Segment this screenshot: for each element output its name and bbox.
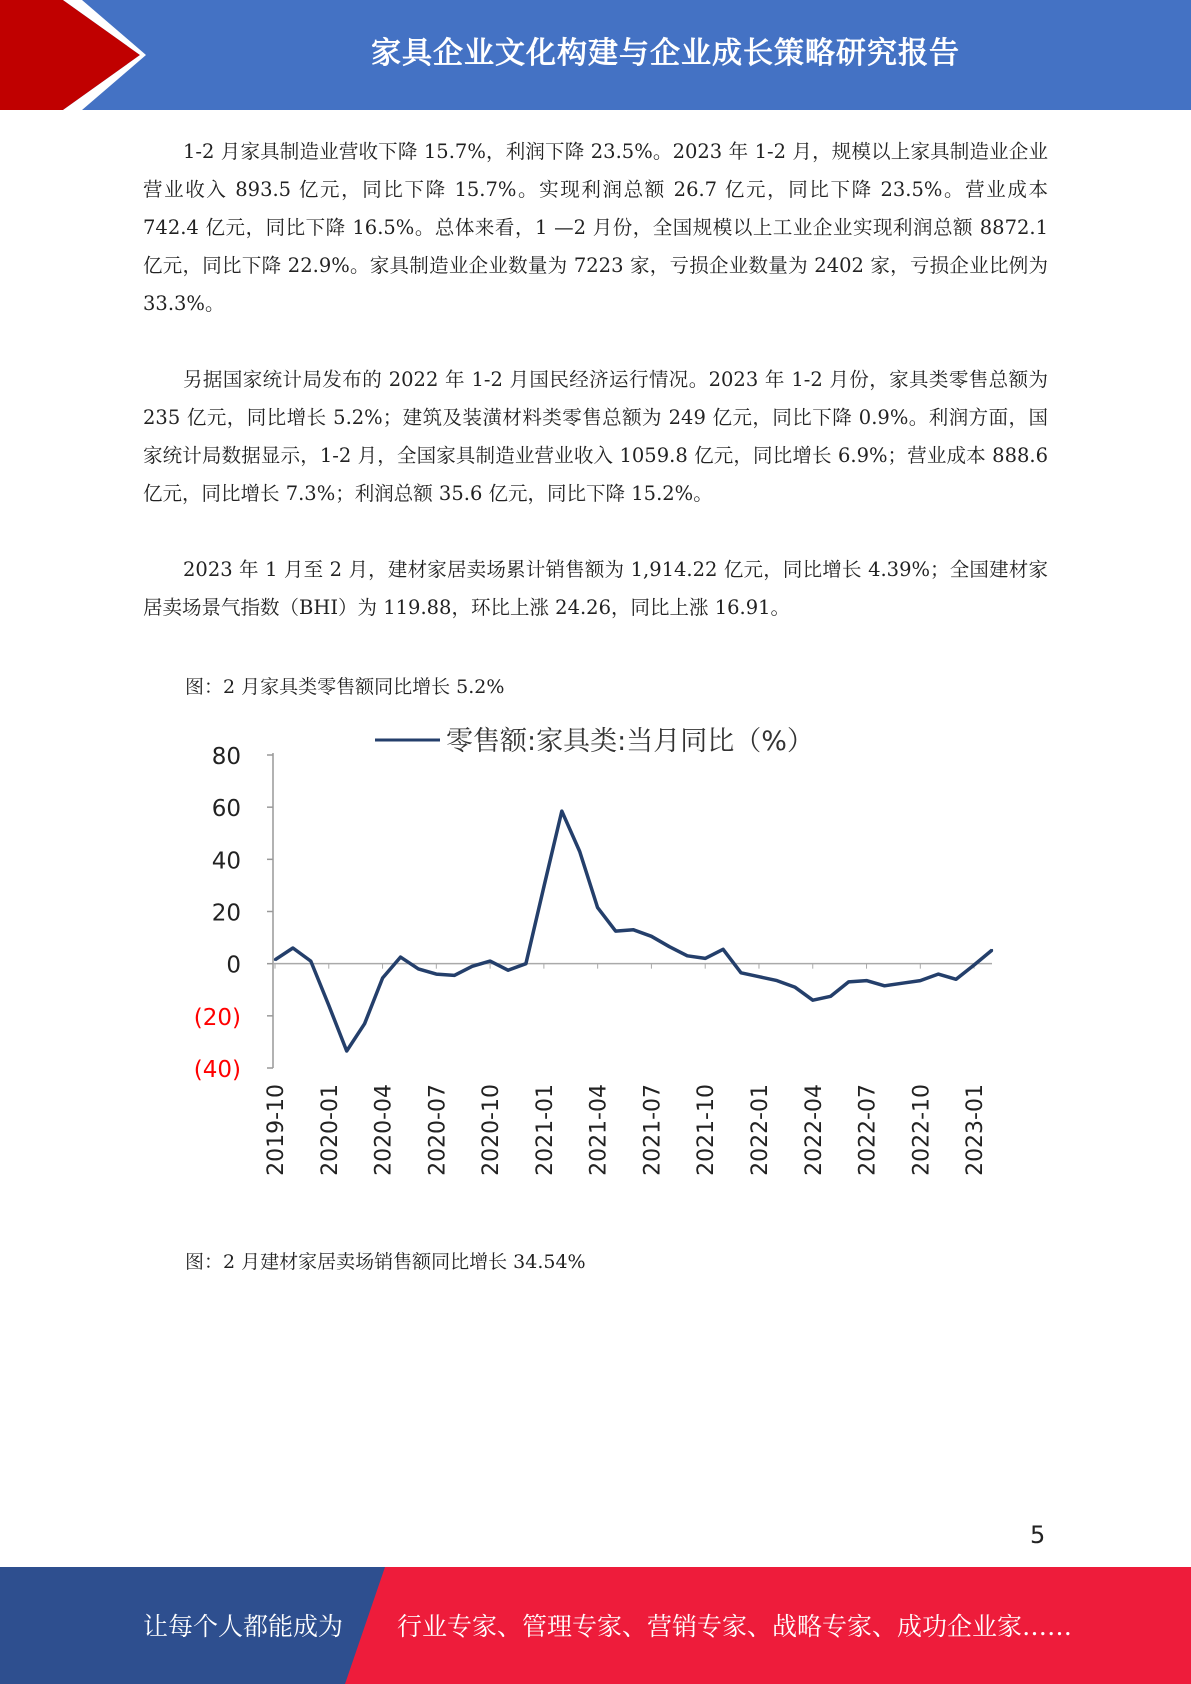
x-tick-label: 2020-07: [425, 1084, 451, 1176]
data-point-2023-01: [973, 964, 975, 966]
data-point-2019-12: [310, 960, 312, 962]
data-point-2020-07: [435, 973, 437, 975]
data-point-2022-02: [776, 979, 778, 981]
data-point-2022-08: [883, 985, 885, 987]
x-tick-label: 2021-01: [532, 1084, 558, 1176]
data-point-2021-02: [561, 810, 563, 812]
data-point-2022-07: [865, 979, 867, 981]
y-tick-label: 0: [226, 952, 241, 979]
data-point-2021-05: [614, 930, 616, 932]
page-header: [0, 0, 1191, 110]
y-tick-label: 40: [211, 848, 241, 875]
data-point-2021-12: [740, 972, 742, 974]
footer-slogan-right: 行业专家、管理专家、营销专家、战略专家、成功企业家……: [397, 1612, 1073, 1641]
data-point-2022-03: [794, 986, 796, 988]
data-point-2022-05: [829, 995, 831, 997]
x-tick-label: 2022-04: [801, 1084, 827, 1176]
figure-caption-retail: 图：2 月家具类零售额同比增长 5.2%: [185, 676, 505, 698]
data-point-2020-12: [525, 962, 527, 964]
data-point-2022-04: [812, 999, 814, 1001]
data-point-2020-11: [507, 969, 509, 971]
chart-legend: [375, 726, 814, 757]
x-tick-label: 2020-10: [479, 1084, 505, 1176]
data-point-2021-09: [686, 955, 688, 957]
data-point-2022-11: [937, 973, 939, 975]
data-point-2021-10: [704, 957, 706, 959]
data-point-2020-05: [399, 956, 401, 958]
data-point-2021-06: [632, 929, 634, 931]
x-tick-label: 2021-04: [586, 1084, 612, 1176]
data-point-2020-03: [363, 1022, 365, 1024]
y-tick-label: (20): [193, 1004, 241, 1031]
x-tick-label: 2021-10: [694, 1084, 720, 1176]
furniture-retail-yoy-chart: [185, 712, 1015, 1192]
data-point-2021-03: [579, 850, 581, 852]
data-point-2019-10: [274, 959, 276, 961]
data-point-2021-07: [650, 935, 652, 937]
paragraph-furniture-revenue: 1-2 月家具制造业营收下降 15.7%，利润下降 23.5%。2023 年 1-2 月，规模以上家具制造业企业营业收入 893.5 亿元，同比下降 15.7%。实现利润总额 26.7 亿元，同比下降 23.5%。营业成本 742.4 亿元，同比下降 16.5%。总体来看，1 —2 月份，全国规模以上工业企业实现利润总额 8872.1 亿元，同比下降 22.9%。家具制造业企业数量为 7223 家，亏损企业数量为 2402 家，亏损企业比例为 33.3%。: [143, 140, 1048, 315]
data-point-2020-10: [489, 960, 491, 962]
x-tick-label: 2021-07: [640, 1084, 666, 1176]
data-point-2022-06: [847, 981, 849, 983]
x-tick-label: 2020-01: [317, 1084, 343, 1176]
paragraph-retail-statistics: 另据国家统计局发布的 2022 年 1-2 月国民经济运行情况。2023 年 1-2 月份，家具类零售总额为 235 亿元，同比增长 5.2%；建筑及装潢材料类零售总额为 249 亿元，同比下降 0.9%。利润方面，国家统计局数据显示，1-2 月，全国家具制造业营业收入 1059.8 亿元，同比增长 6.9%；营业成本 888.6 亿元，同比增长 7.3%；利润总额 35.6 亿元，同比下降 15.2%。: [143, 368, 1048, 505]
y-axis-ticks: [194, 744, 273, 1083]
data-point-2021-04: [596, 906, 598, 908]
y-tick-label: 80: [211, 744, 241, 770]
data-point-2020-06: [417, 968, 419, 970]
chart-axes: [273, 753, 992, 1068]
data-point-2022-01: [758, 976, 760, 978]
data-point-2023-02: [991, 949, 993, 951]
x-tick-label: 2022-01: [747, 1084, 773, 1176]
figure-caption-building-materials: 图：2 月建材家居卖场销售额同比增长 34.54%: [185, 1251, 586, 1273]
y-tick-label: (40): [193, 1057, 241, 1083]
x-tick-label: 2022-07: [855, 1084, 881, 1176]
x-tick-label: 2022-10: [909, 1084, 935, 1176]
data-point-2020-08: [453, 974, 455, 976]
data-point-2022-12: [955, 978, 957, 980]
data-point-2019-11: [292, 947, 294, 949]
y-tick-label: 20: [211, 900, 241, 927]
data-point-2021-08: [668, 946, 670, 948]
paragraph-building-materials-market: 2023 年 1 月至 2 月，建材家居卖场累计销售额为 1,914.22 亿元，同比增长 4.39%；全国建材家居卖场景气指数（BHI）为 119.88，环比上涨 24.26，同比上涨 16.91。: [143, 558, 1048, 619]
page-number: 5: [1030, 1521, 1046, 1549]
header-chevron-graphic: [0, 0, 200, 110]
data-point-2020-04: [381, 977, 383, 979]
data-point-2022-09: [901, 982, 903, 984]
data-point-2020-09: [471, 965, 473, 967]
page-footer: [0, 1567, 1191, 1684]
x-tick-label: 2023-01: [963, 1084, 989, 1176]
series-line: [275, 811, 992, 1051]
data-point-2020-01: [328, 1004, 330, 1006]
x-tick-label: 2019-10: [264, 1084, 289, 1176]
x-tick-label: 2020-04: [371, 1084, 397, 1176]
data-point-2021-01: [543, 886, 545, 888]
legend-label: 零售额:家具类:当月同比（%）: [446, 726, 814, 757]
data-point-2021-11: [722, 948, 724, 950]
y-tick-label: 60: [211, 796, 241, 823]
data-point-2020-02: [346, 1050, 348, 1052]
data-point-2022-10: [919, 979, 921, 981]
x-axis-ticks: [264, 964, 988, 1176]
footer-slogan-left: 让每个人都能成为: [143, 1612, 344, 1641]
report-title: 家具企业文化构建与企业成长策略研究报告: [371, 36, 960, 71]
